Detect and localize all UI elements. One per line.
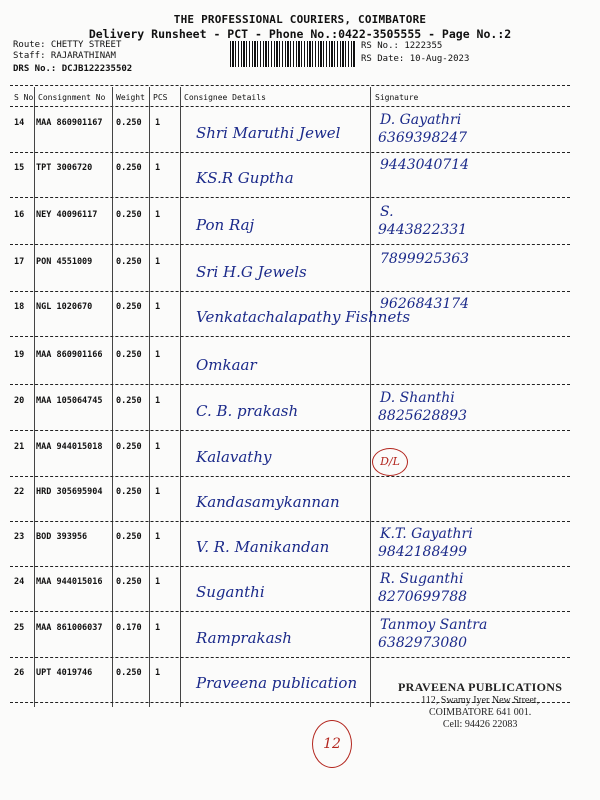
row-consignment: MAA 944015016: [36, 577, 103, 587]
col-header-pcs: PCS: [153, 93, 168, 102]
row-serial: 21: [14, 442, 25, 452]
col-header-consignee: Consignee Details: [184, 93, 266, 102]
row-pieces: 1: [155, 302, 161, 312]
row-signature: 7899925363: [380, 251, 470, 267]
row-weight: 0.250: [116, 442, 142, 452]
stamp-phone: Cell: 94426 22083: [442, 719, 518, 730]
row-weight: 0.250: [116, 163, 142, 173]
col-header-consignment: Consignment No: [38, 93, 106, 102]
row-pieces: 1: [155, 163, 161, 173]
stamp-name: PRAVEENA PUBLICATIONS: [398, 680, 563, 694]
stamp-address: 112, Swamy Iyer New Street,: [421, 695, 540, 706]
row-pieces: 1: [155, 532, 161, 542]
row-serial: 26: [14, 668, 25, 678]
row-consignee: V. R. Manikandan: [196, 538, 330, 556]
row-consignment: NEY 40096117: [36, 210, 98, 220]
row-consignment: HRD 305695904: [36, 487, 103, 497]
row-divider: [10, 291, 570, 292]
dl-mark: D/L: [372, 448, 408, 476]
page-count-mark: 12: [312, 720, 352, 768]
row-pieces: 1: [155, 623, 161, 633]
row-weight: 0.250: [116, 118, 142, 128]
row-divider: [10, 521, 570, 522]
row-signature: Tanmoy Santra: [380, 617, 488, 633]
company-title: THE PROFESSIONAL COURIERS, COIMBATORE: [173, 13, 427, 26]
row-signature: S.: [380, 204, 394, 220]
row-serial: 15: [14, 163, 25, 173]
row-consignee: Ramprakash: [196, 629, 292, 647]
row-consignee: Suganthi: [196, 583, 265, 601]
row-signature-phone: 9443822331: [378, 222, 468, 238]
column-divider: [180, 87, 181, 707]
row-pieces: 1: [155, 210, 161, 220]
row-weight: 0.250: [116, 210, 142, 220]
row-pieces: 1: [155, 487, 161, 497]
row-serial: 22: [14, 487, 25, 497]
header-rule: [10, 85, 570, 86]
row-serial: 18: [14, 302, 25, 312]
row-consignment: MAA 860901166: [36, 350, 103, 360]
row-serial: 23: [14, 532, 25, 542]
row-signature-phone: 8825628893: [378, 408, 468, 424]
row-signature: 9443040714: [380, 157, 470, 173]
column-divider: [370, 87, 371, 707]
row-signature-phone: 9842188499: [378, 544, 468, 560]
row-serial: 14: [14, 118, 25, 128]
row-consignment: MAA 861006037: [36, 623, 103, 633]
row-consignment: NGL 1020670: [36, 302, 93, 312]
row-weight: 0.250: [116, 668, 142, 678]
staff-label: Staff: RAJARATHINAM: [13, 51, 116, 61]
row-signature: 9626843174: [380, 296, 470, 312]
row-pieces: 1: [155, 577, 161, 587]
rs-date: RS Date: 10-Aug-2023: [361, 54, 470, 64]
row-consignment: BOD 393956: [36, 532, 88, 542]
row-serial: 24: [14, 577, 25, 587]
row-pieces: 1: [155, 350, 161, 360]
sheet-title: Delivery Runsheet - PCT - Phone No.:0422-3505555 - Page No.:2: [88, 27, 512, 41]
row-weight: 0.250: [116, 350, 142, 360]
row-divider: [10, 244, 570, 245]
row-pieces: 1: [155, 442, 161, 452]
stamp-city: COIMBATORE 641 001.: [428, 707, 532, 718]
row-signature: D. Gayathri: [380, 112, 462, 128]
row-divider: [10, 336, 570, 337]
row-consignee: Sri H.G Jewels: [196, 263, 307, 281]
row-weight: 0.250: [116, 577, 142, 587]
row-consignment: TPT 3006720: [36, 163, 93, 173]
row-pieces: 1: [155, 668, 161, 678]
row-divider: [10, 197, 570, 198]
row-consignee: Shri Maruthi Jewel: [196, 124, 341, 142]
row-pieces: 1: [155, 396, 161, 406]
rs-number: RS No.: 1222355: [361, 41, 443, 51]
row-consignee: Kandasamykannan: [196, 493, 340, 511]
row-consignment: MAA 105064745: [36, 396, 103, 406]
row-divider: [10, 566, 570, 567]
row-divider: [10, 611, 570, 612]
row-weight: 0.170: [116, 623, 142, 633]
col-header-weight: Weight: [116, 93, 145, 102]
row-divider: [10, 476, 570, 477]
row-serial: 19: [14, 350, 25, 360]
row-weight: 0.250: [116, 396, 142, 406]
row-consignee: Praveena publication: [196, 674, 358, 692]
row-consignee: Omkaar: [196, 356, 257, 374]
row-consignment: UPT 4019746: [36, 668, 93, 678]
row-weight: 0.250: [116, 487, 142, 497]
col-header-signature: Signature: [375, 93, 419, 102]
row-signature-phone: 6382973080: [378, 635, 468, 651]
row-signature: K.T. Gayathri: [380, 526, 473, 542]
row-signature-phone: 8270699788: [378, 589, 468, 605]
row-consignment: PON 4551009: [36, 257, 93, 267]
row-serial: 17: [14, 257, 25, 267]
row-consignment: MAA 860901167: [36, 118, 103, 128]
row-divider: [10, 384, 570, 385]
column-divider: [112, 87, 113, 707]
row-consignee: Pon Raj: [196, 216, 255, 234]
company-stamp: [398, 680, 562, 731]
col-header-sno: S No: [14, 93, 34, 102]
row-serial: 25: [14, 623, 25, 633]
row-weight: 0.250: [116, 532, 142, 542]
row-divider: [10, 657, 570, 658]
row-signature: D. Shanthi: [380, 390, 455, 406]
row-consignee: Kalavathy: [196, 448, 272, 466]
row-consignee: Venkatachalapathy Fishnets: [196, 308, 411, 326]
column-divider: [34, 87, 35, 707]
barcode: [230, 41, 356, 67]
row-weight: 0.250: [116, 257, 142, 267]
route-label: Route: CHETTY STREET: [13, 40, 122, 50]
row-pieces: 1: [155, 118, 161, 128]
row-pieces: 1: [155, 257, 161, 267]
row-consignment: MAA 944015018: [36, 442, 103, 452]
drs-number: DRS No.: DCJB122235502: [13, 64, 133, 74]
row-signature-phone: 6369398247: [378, 130, 468, 146]
row-consignee: C. B. prakash: [196, 402, 299, 420]
column-divider: [149, 87, 150, 707]
row-divider: [10, 152, 570, 153]
header-rule-bottom: [10, 106, 570, 107]
row-serial: 16: [14, 210, 25, 220]
row-serial: 20: [14, 396, 25, 406]
row-signature: R. Suganthi: [380, 571, 464, 587]
row-weight: 0.250: [116, 302, 142, 312]
row-consignee: KS.R Guptha: [196, 169, 294, 187]
row-divider: [10, 430, 570, 431]
